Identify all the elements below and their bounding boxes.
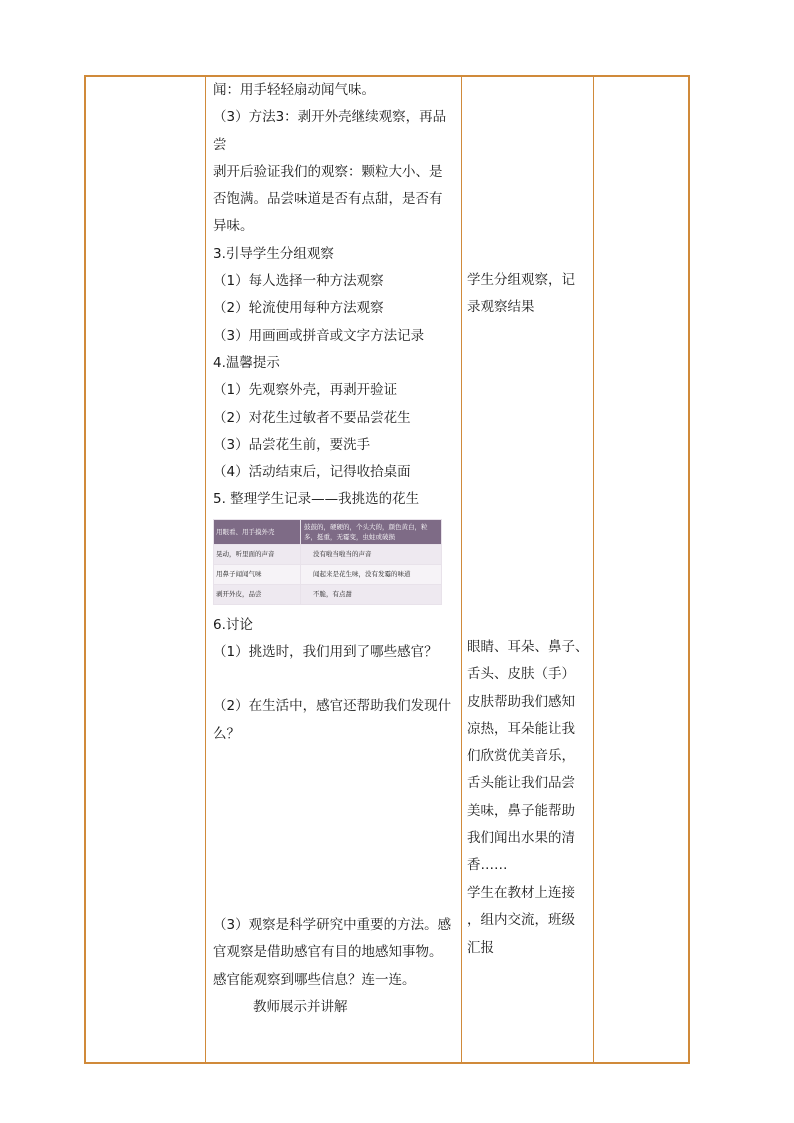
text-line: 否饱满。品尝味道是否有点甜，是否有 bbox=[213, 191, 443, 208]
question-2: 么？ bbox=[213, 725, 240, 742]
text-line: 美味，鼻子能帮助 bbox=[467, 802, 575, 819]
method-cell: 用眼看、用手摸外壳 bbox=[214, 519, 301, 544]
text-line: （1）先观察外壳，再剥开验证 bbox=[213, 382, 398, 399]
text-line: 香…… bbox=[467, 857, 508, 874]
text-line: （4）活动结束后，记得收拾桌面 bbox=[213, 464, 411, 481]
question-2: （2）在生活中，感官还帮助我们发现什 bbox=[213, 698, 452, 715]
question-3: 官观察是借助感官有目的地感知事物。 bbox=[213, 944, 443, 961]
table-row bbox=[214, 584, 442, 604]
section-heading: 4.温馨提示 bbox=[213, 354, 280, 371]
text-line: 学生分组观察，记 bbox=[467, 272, 575, 288]
text-line: 学生在教材上连接 bbox=[467, 885, 575, 901]
result-cell: 鼓鼓的，硬硬的，个头大的，颜色黄白，粒多，挺重，无霉变，虫蛀或破损 bbox=[301, 519, 442, 544]
section-heading: 5. 整理学生记录——我挑选的花生 bbox=[213, 491, 420, 508]
question-3: （3）观察是科学研究中重要的方法。感 bbox=[213, 916, 452, 933]
text-line: （2）轮流使用每种方法观察 bbox=[213, 300, 384, 317]
text-line: 闻：用手轻轻扇动闻气味。 bbox=[213, 82, 375, 98]
section-heading: 3.引导学生分组观察 bbox=[213, 245, 334, 262]
text-line: 尝 bbox=[213, 136, 227, 153]
table-row bbox=[214, 564, 442, 584]
spacer bbox=[213, 748, 461, 912]
text-line: （3）品尝花生前，要洗手 bbox=[213, 436, 371, 453]
text-line: （1）每人选择一种方法观察 bbox=[213, 273, 384, 290]
result-cell: 没有啦当啦当的声音 bbox=[301, 544, 442, 564]
text-line: 汇报 bbox=[467, 939, 494, 956]
question-3: 感官能观察到哪些信息？连一连。 bbox=[213, 971, 416, 988]
question-1: （1）挑选时，我们用到了哪些感官？ bbox=[213, 644, 438, 661]
method-cell: 用鼻子闻闻气味 bbox=[214, 564, 301, 584]
student-activity-senses bbox=[467, 634, 597, 880]
text-line: 异味。 bbox=[213, 218, 254, 235]
table-row bbox=[214, 544, 442, 564]
text-line: （3）用画画或拼音或文字方法记录 bbox=[213, 327, 425, 344]
text-line: 我们闻出水果的清 bbox=[467, 830, 575, 847]
spacer bbox=[213, 666, 461, 693]
text-line: 舌头、皮肤（手） bbox=[467, 666, 575, 683]
table-row bbox=[214, 519, 442, 544]
lesson-table bbox=[84, 75, 690, 1064]
text-line: 舌头能让我们品尝 bbox=[467, 775, 575, 792]
result-cell: 闻起来是花生味，没有发霉的味道 bbox=[301, 564, 442, 584]
student-activity-group bbox=[467, 267, 597, 322]
section-heading: 6.讨论 bbox=[213, 616, 253, 633]
result-cell: 不脆，有点甜 bbox=[301, 584, 442, 604]
column-divider bbox=[205, 77, 206, 1062]
text-line: （2）对花生过敏者不要品尝花生 bbox=[213, 409, 411, 426]
student-activity-link bbox=[467, 880, 597, 962]
text-line: ，组内交流，班级 bbox=[467, 912, 575, 929]
peanut-record-table bbox=[213, 519, 442, 605]
text-line: 皮肤帮助我们感知 bbox=[467, 693, 575, 710]
text-line: （3）方法3：剥开外壳继续观察，再品 bbox=[213, 109, 447, 126]
text-line: 们欣赏优美音乐， bbox=[467, 748, 575, 765]
text-line: 凉热，耳朵能让我 bbox=[467, 720, 575, 737]
method-cell: 晃动，听里面的声音 bbox=[214, 544, 301, 564]
teacher-activity-cell bbox=[213, 77, 461, 1021]
column-divider bbox=[461, 77, 462, 1062]
text-line: 录观察结果 bbox=[467, 299, 535, 316]
text-line: 剥开后验证我们的观察：颗粒大小、是 bbox=[213, 163, 443, 180]
text-line: 眼睛、耳朵、鼻子、 bbox=[467, 639, 589, 655]
teacher-show-note: 教师展示并讲解 bbox=[253, 998, 348, 1015]
method-cell: 剥开外皮，品尝 bbox=[214, 584, 301, 604]
